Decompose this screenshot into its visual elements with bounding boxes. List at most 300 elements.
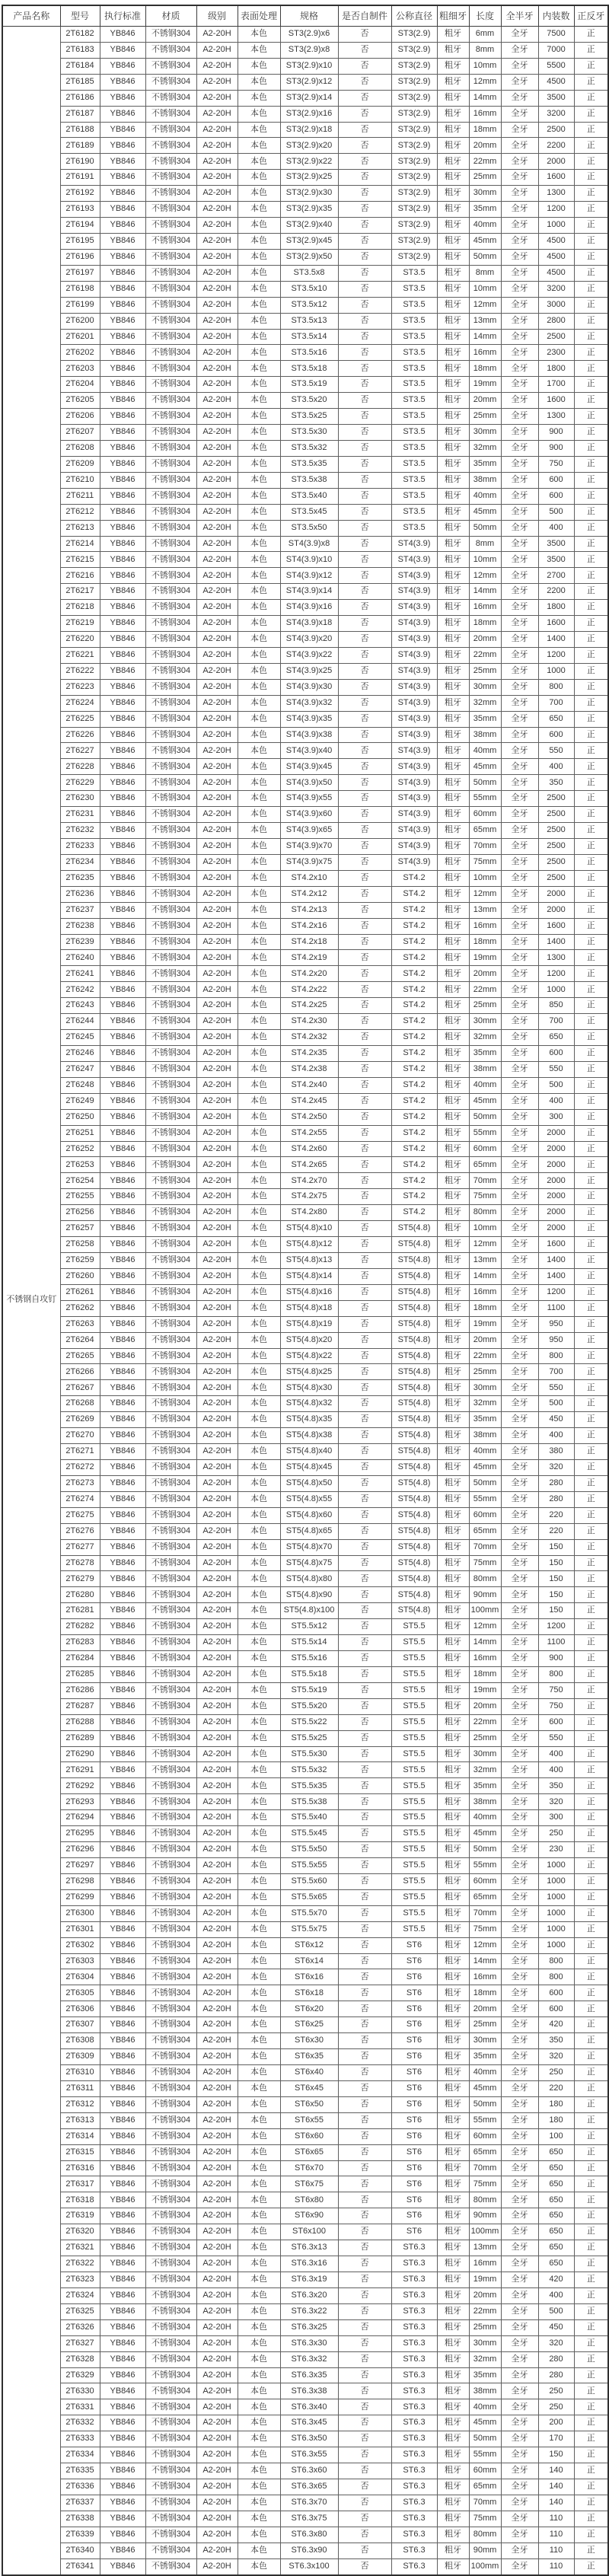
cell-length: 70mm <box>469 2495 501 2511</box>
cell-material: 不锈钢304 <box>145 2112 196 2128</box>
cell-thread-coverage: 全牙 <box>501 2415 538 2431</box>
cell-thread-coverage: 全牙 <box>501 1842 538 1858</box>
cell-model: 2T6190 <box>60 154 100 170</box>
cell-grade: A2-20H <box>196 1237 238 1253</box>
cell-thread-coverage: 全牙 <box>501 1778 538 1794</box>
cell-thread-type: 粗牙 <box>437 966 469 982</box>
cell-inner-pack-qty: 500 <box>538 504 574 520</box>
cell-grade: A2-20H <box>196 902 238 918</box>
cell-surface-finish: 本色 <box>238 2543 280 2558</box>
cell-self-made: 否 <box>338 265 391 281</box>
cell-material: 不锈钢304 <box>145 2176 196 2192</box>
table-row <box>2 1730 608 1746</box>
cell-thread-direction: 正 <box>574 950 608 966</box>
cell-thread-coverage: 全牙 <box>501 1651 538 1667</box>
cell-inner-pack-qty: 110 <box>538 2527 574 2543</box>
cell-nominal-diameter: ST5.5 <box>391 1666 437 1682</box>
cell-standard: YB846 <box>100 711 145 727</box>
cell-specification: ST5.5x20 <box>280 1698 338 1714</box>
cell-length: 10mm <box>469 1221 501 1237</box>
cell-material: 不锈钢304 <box>145 1698 196 1714</box>
cell-thread-coverage: 全牙 <box>501 2049 538 2065</box>
cell-surface-finish: 本色 <box>238 1746 280 1762</box>
cell-model: 2T6247 <box>60 1061 100 1077</box>
table-row <box>2 1030 608 1046</box>
cell-thread-type: 粗牙 <box>437 1412 469 1428</box>
cell-grade: A2-20H <box>196 1077 238 1093</box>
cell-length: 19mm <box>469 950 501 966</box>
cell-self-made: 否 <box>338 2049 391 2065</box>
table-row <box>2 1523 608 1539</box>
cell-nominal-diameter: ST6 <box>391 2065 437 2081</box>
cell-nominal-diameter: ST6.3 <box>391 2558 437 2574</box>
cell-grade: A2-20H <box>196 233 238 249</box>
cell-self-made: 否 <box>338 2176 391 2192</box>
table-row <box>2 1746 608 1762</box>
cell-standard: YB846 <box>100 1985 145 2001</box>
cell-nominal-diameter: ST4.2 <box>391 950 437 966</box>
cell-thread-direction: 正 <box>574 1189 608 1205</box>
cell-self-made: 否 <box>338 106 391 122</box>
cell-specification: ST5.5x70 <box>280 1905 338 1921</box>
cell-thread-direction: 正 <box>574 1921 608 1937</box>
cell-thread-coverage: 全牙 <box>501 1539 538 1555</box>
cell-surface-finish: 本色 <box>238 297 280 313</box>
cell-standard: YB846 <box>100 297 145 313</box>
cell-length: 16mm <box>469 2256 501 2272</box>
cell-material: 不锈钢304 <box>145 2511 196 2527</box>
cell-surface-finish: 本色 <box>238 233 280 249</box>
cell-grade: A2-20H <box>196 1332 238 1348</box>
table-row <box>2 1412 608 1428</box>
cell-specification: ST6x18 <box>280 1985 338 2001</box>
cell-specification: ST6.3x22 <box>280 2303 338 2319</box>
cell-surface-finish: 本色 <box>238 2208 280 2224</box>
cell-specification: ST5(4.8)x70 <box>280 1539 338 1555</box>
cell-material: 不锈钢304 <box>145 265 196 281</box>
cell-model: 2T6201 <box>60 329 100 345</box>
cell-thread-type: 粗牙 <box>437 1746 469 1762</box>
cell-thread-direction: 正 <box>574 218 608 234</box>
cell-surface-finish: 本色 <box>238 982 280 998</box>
cell-self-made: 否 <box>338 647 391 663</box>
cell-thread-type: 粗牙 <box>437 2096 469 2112</box>
cell-inner-pack-qty: 600 <box>538 727 574 743</box>
cell-inner-pack-qty: 650 <box>538 2224 574 2240</box>
table-row <box>2 2495 608 2511</box>
cell-length: 16mm <box>469 600 501 616</box>
cell-nominal-diameter: ST4(3.9) <box>391 679 437 695</box>
cell-surface-finish: 本色 <box>238 2001 280 2017</box>
table-row <box>2 1380 608 1396</box>
cell-model: 2T6316 <box>60 2160 100 2176</box>
cell-surface-finish: 本色 <box>238 2479 280 2495</box>
cell-material: 不锈钢304 <box>145 122 196 138</box>
cell-self-made: 否 <box>338 329 391 345</box>
cell-specification: ST6.3x13 <box>280 2240 338 2256</box>
cell-thread-type: 粗牙 <box>437 2479 469 2495</box>
cell-nominal-diameter: ST5(4.8) <box>391 1571 437 1587</box>
cell-thread-direction: 正 <box>574 1826 608 1842</box>
cell-model: 2T6331 <box>60 2399 100 2415</box>
cell-model: 2T6306 <box>60 2001 100 2017</box>
cell-thread-type: 粗牙 <box>437 1826 469 1842</box>
cell-self-made: 否 <box>338 1778 391 1794</box>
cell-specification: ST6.3x30 <box>280 2335 338 2351</box>
cell-surface-finish: 本色 <box>238 329 280 345</box>
cell-model: 2T6196 <box>60 249 100 265</box>
cell-self-made: 否 <box>338 966 391 982</box>
cell-specification: ST3.5x40 <box>280 488 338 504</box>
cell-surface-finish: 本色 <box>238 2112 280 2128</box>
cell-thread-coverage: 全牙 <box>501 2463 538 2479</box>
cell-thread-direction: 正 <box>574 1507 608 1523</box>
cell-specification: ST6.3x38 <box>280 2383 338 2399</box>
table-body <box>2 27 608 2575</box>
cell-surface-finish: 本色 <box>238 1077 280 1093</box>
cell-length: 16mm <box>469 1284 501 1300</box>
cell-material: 不锈钢304 <box>145 1125 196 1141</box>
cell-model: 2T6287 <box>60 1698 100 1714</box>
cell-length: 65mm <box>469 1523 501 1539</box>
cell-nominal-diameter: ST6 <box>391 2017 437 2033</box>
cell-model: 2T6191 <box>60 170 100 186</box>
cell-thread-direction: 正 <box>574 1046 608 1062</box>
cell-inner-pack-qty: 550 <box>538 1380 574 1396</box>
cell-length: 40mm <box>469 218 501 234</box>
cell-inner-pack-qty: 220 <box>538 1523 574 1539</box>
cell-inner-pack-qty: 3500 <box>538 536 574 552</box>
table-row <box>2 1842 608 1858</box>
cell-length: 55mm <box>469 2447 501 2463</box>
cell-specification: ST4.2x13 <box>280 902 338 918</box>
cell-length: 18mm <box>469 616 501 632</box>
cell-inner-pack-qty: 150 <box>538 1603 574 1619</box>
cell-nominal-diameter: ST4(3.9) <box>391 632 437 648</box>
cell-thread-coverage: 全牙 <box>501 297 538 313</box>
cell-self-made: 否 <box>338 1571 391 1587</box>
cell-thread-direction: 正 <box>574 1141 608 1157</box>
cell-length: 35mm <box>469 711 501 727</box>
cell-length: 35mm <box>469 2367 501 2383</box>
cell-specification: ST4.2x32 <box>280 1030 338 1046</box>
table-row <box>2 2303 608 2319</box>
table-row <box>2 218 608 234</box>
cell-length: 25mm <box>469 1364 501 1380</box>
cell-standard: YB846 <box>100 2511 145 2527</box>
cell-model: 2T6225 <box>60 711 100 727</box>
cell-material: 不锈钢304 <box>145 839 196 855</box>
cell-length: 60mm <box>469 2128 501 2144</box>
cell-specification: ST6x100 <box>280 2224 338 2240</box>
cell-thread-direction: 正 <box>574 488 608 504</box>
cell-inner-pack-qty: 1300 <box>538 950 574 966</box>
cell-inner-pack-qty: 700 <box>538 1014 574 1030</box>
cell-surface-finish: 本色 <box>238 600 280 616</box>
cell-thread-type: 粗牙 <box>437 2128 469 2144</box>
cell-thread-direction: 正 <box>574 647 608 663</box>
cell-nominal-diameter: ST3(2.9) <box>391 170 437 186</box>
cell-nominal-diameter: ST4(3.9) <box>391 568 437 584</box>
cell-length: 16mm <box>469 106 501 122</box>
cell-thread-type: 粗牙 <box>437 870 469 886</box>
cell-grade: A2-20H <box>196 440 238 456</box>
cell-thread-direction: 正 <box>574 1284 608 1300</box>
cell-inner-pack-qty: 230 <box>538 1842 574 1858</box>
table-row <box>2 552 608 568</box>
cell-standard: YB846 <box>100 1666 145 1682</box>
cell-material: 不锈钢304 <box>145 154 196 170</box>
cell-standard: YB846 <box>100 1173 145 1189</box>
cell-model: 2T6220 <box>60 632 100 648</box>
cell-thread-type: 粗牙 <box>437 663 469 679</box>
cell-specification: ST4(3.9)x18 <box>280 616 338 632</box>
cell-self-made: 否 <box>338 1826 391 1842</box>
cell-inner-pack-qty: 110 <box>538 2558 574 2574</box>
cell-inner-pack-qty: 250 <box>538 1826 574 1842</box>
cell-standard: YB846 <box>100 2527 145 2543</box>
header-grade: 级别 <box>196 5 238 27</box>
cell-standard: YB846 <box>100 1348 145 1364</box>
cell-inner-pack-qty: 1600 <box>538 170 574 186</box>
cell-length: 25mm <box>469 2319 501 2335</box>
cell-specification: ST5(4.8)x90 <box>280 1587 338 1603</box>
cell-nominal-diameter: ST5(4.8) <box>391 1412 437 1428</box>
cell-thread-type: 粗牙 <box>437 918 469 934</box>
table-row <box>2 647 608 663</box>
cell-thread-direction: 正 <box>574 2272 608 2287</box>
cell-self-made: 否 <box>338 409 391 425</box>
cell-material: 不锈钢304 <box>145 1237 196 1253</box>
cell-thread-direction: 正 <box>574 1905 608 1921</box>
cell-length: 70mm <box>469 1905 501 1921</box>
table-row <box>2 1603 608 1619</box>
cell-grade: A2-20H <box>196 1444 238 1460</box>
cell-specification: ST4.2x22 <box>280 982 338 998</box>
cell-nominal-diameter: ST3.5 <box>391 393 437 409</box>
cell-thread-type: 粗牙 <box>437 1444 469 1460</box>
cell-inner-pack-qty: 7000 <box>538 42 574 58</box>
cell-self-made: 否 <box>338 1746 391 1762</box>
cell-inner-pack-qty: 300 <box>538 1109 574 1125</box>
cell-model: 2T6293 <box>60 1794 100 1810</box>
cell-nominal-diameter: ST3.5 <box>391 297 437 313</box>
cell-model: 2T6198 <box>60 281 100 297</box>
table-row <box>2 504 608 520</box>
cell-surface-finish: 本色 <box>238 1061 280 1077</box>
cell-inner-pack-qty: 650 <box>538 711 574 727</box>
cell-thread-type: 粗牙 <box>437 791 469 807</box>
cell-nominal-diameter: ST3(2.9) <box>391 58 437 74</box>
cell-nominal-diameter: ST4.2 <box>391 918 437 934</box>
cell-inner-pack-qty: 600 <box>538 1985 574 2001</box>
table-row <box>2 1077 608 1093</box>
cell-self-made: 否 <box>338 536 391 552</box>
cell-grade: A2-20H <box>196 27 238 43</box>
cell-thread-type: 粗牙 <box>437 2017 469 2033</box>
cell-standard: YB846 <box>100 1714 145 1730</box>
cell-surface-finish: 本色 <box>238 1714 280 1730</box>
cell-nominal-diameter: ST5(4.8) <box>391 1221 437 1237</box>
cell-length: 13mm <box>469 1252 501 1268</box>
cell-material: 不锈钢304 <box>145 2128 196 2144</box>
cell-material: 不锈钢304 <box>145 27 196 43</box>
cell-thread-coverage: 全牙 <box>501 2495 538 2511</box>
cell-standard: YB846 <box>100 90 145 106</box>
cell-specification: ST4(3.9)x35 <box>280 711 338 727</box>
cell-inner-pack-qty: 280 <box>538 2351 574 2367</box>
cell-thread-coverage: 全牙 <box>501 2351 538 2367</box>
cell-grade: A2-20H <box>196 2415 238 2431</box>
cell-inner-pack-qty: 2000 <box>538 1205 574 1221</box>
cell-length: 20mm <box>469 1698 501 1714</box>
cell-surface-finish: 本色 <box>238 1587 280 1603</box>
cell-grade: A2-20H <box>196 154 238 170</box>
cell-thread-coverage: 全牙 <box>501 2144 538 2160</box>
cell-thread-coverage: 全牙 <box>501 600 538 616</box>
cell-standard: YB846 <box>100 1619 145 1635</box>
cell-length: 19mm <box>469 2272 501 2287</box>
cell-length: 70mm <box>469 2160 501 2176</box>
cell-thread-coverage: 全牙 <box>501 425 538 441</box>
cell-thread-type: 粗牙 <box>437 2160 469 2176</box>
cell-thread-direction: 正 <box>574 759 608 775</box>
table-row <box>2 2335 608 2351</box>
cell-self-made: 否 <box>338 2144 391 2160</box>
table-row <box>2 1969 608 1985</box>
cell-thread-direction: 正 <box>574 1842 608 1858</box>
cell-material: 不锈钢304 <box>145 2049 196 2065</box>
table-row <box>2 823 608 839</box>
cell-length: 50mm <box>469 1109 501 1125</box>
table-row <box>2 1953 608 1969</box>
cell-material: 不锈钢304 <box>145 42 196 58</box>
cell-thread-direction: 正 <box>574 1873 608 1889</box>
cell-material: 不锈钢304 <box>145 584 196 600</box>
cell-self-made: 否 <box>338 1507 391 1523</box>
cell-nominal-diameter: ST6.3 <box>391 2335 437 2351</box>
cell-surface-finish: 本色 <box>238 1205 280 1221</box>
cell-surface-finish: 本色 <box>238 1571 280 1587</box>
cell-model: 2T6241 <box>60 966 100 982</box>
cell-self-made: 否 <box>338 854 391 870</box>
cell-nominal-diameter: ST3(2.9) <box>391 154 437 170</box>
cell-thread-type: 粗牙 <box>437 552 469 568</box>
cell-self-made: 否 <box>338 2367 391 2383</box>
cell-length: 13mm <box>469 2240 501 2256</box>
cell-thread-type: 粗牙 <box>437 2367 469 2383</box>
cell-length: 75mm <box>469 2511 501 2527</box>
cell-standard: YB846 <box>100 1157 145 1173</box>
cell-inner-pack-qty: 2000 <box>538 1221 574 1237</box>
cell-thread-coverage: 全牙 <box>501 1412 538 1428</box>
cell-thread-coverage: 全牙 <box>501 711 538 727</box>
cell-self-made: 否 <box>338 1953 391 1969</box>
cell-model: 2T6305 <box>60 1985 100 2001</box>
cell-self-made: 否 <box>338 1842 391 1858</box>
cell-thread-type: 粗牙 <box>437 2383 469 2399</box>
cell-standard: YB846 <box>100 1332 145 1348</box>
cell-length: 60mm <box>469 2463 501 2479</box>
cell-thread-direction: 正 <box>574 409 608 425</box>
cell-material: 不锈钢304 <box>145 616 196 632</box>
cell-thread-type: 粗牙 <box>437 998 469 1014</box>
cell-thread-direction: 正 <box>574 425 608 441</box>
cell-self-made: 否 <box>338 2447 391 2463</box>
cell-specification: ST6.3x55 <box>280 2447 338 2463</box>
cell-specification: ST5(4.8)x75 <box>280 1555 338 1571</box>
cell-material: 不锈钢304 <box>145 2367 196 2383</box>
cell-material: 不锈钢304 <box>145 1746 196 1762</box>
cell-self-made: 否 <box>338 138 391 154</box>
cell-specification: ST6x40 <box>280 2065 338 2081</box>
cell-standard: YB846 <box>100 807 145 823</box>
cell-thread-coverage: 全牙 <box>501 440 538 456</box>
cell-inner-pack-qty: 900 <box>538 440 574 456</box>
cell-inner-pack-qty: 2000 <box>538 1125 574 1141</box>
cell-thread-type: 粗牙 <box>437 2176 469 2192</box>
cell-nominal-diameter: ST3.5 <box>391 504 437 520</box>
cell-standard: YB846 <box>100 536 145 552</box>
cell-specification: ST3(2.9)x40 <box>280 218 338 234</box>
cell-length: 32mm <box>469 2351 501 2367</box>
cell-grade: A2-20H <box>196 1300 238 1316</box>
cell-self-made: 否 <box>338 1794 391 1810</box>
cell-thread-type: 粗牙 <box>437 1937 469 1953</box>
cell-self-made: 否 <box>338 2065 391 2081</box>
cell-material: 不锈钢304 <box>145 1858 196 1874</box>
cell-model: 2T6185 <box>60 74 100 90</box>
cell-model: 2T6255 <box>60 1189 100 1205</box>
cell-specification: ST3(2.9)x50 <box>280 249 338 265</box>
cell-thread-type: 粗牙 <box>437 1794 469 1810</box>
cell-thread-direction: 正 <box>574 2527 608 2543</box>
cell-specification: ST5(4.8)x100 <box>280 1603 338 1619</box>
cell-model: 2T6297 <box>60 1858 100 1874</box>
cell-surface-finish: 本色 <box>238 1507 280 1523</box>
cell-thread-direction: 正 <box>574 2383 608 2399</box>
cell-self-made: 否 <box>338 568 391 584</box>
cell-surface-finish: 本色 <box>238 1619 280 1635</box>
cell-inner-pack-qty: 1600 <box>538 616 574 632</box>
cell-self-made: 否 <box>338 1061 391 1077</box>
cell-thread-direction: 正 <box>574 1300 608 1316</box>
cell-standard: YB846 <box>100 2144 145 2160</box>
cell-surface-finish: 本色 <box>238 1109 280 1125</box>
cell-thread-coverage: 全牙 <box>501 90 538 106</box>
cell-thread-direction: 正 <box>574 2256 608 2272</box>
cell-material: 不锈钢304 <box>145 2080 196 2096</box>
cell-thread-type: 粗牙 <box>437 1587 469 1603</box>
cell-inner-pack-qty: 650 <box>538 2240 574 2256</box>
cell-thread-direction: 正 <box>574 1555 608 1571</box>
table-row <box>2 1619 608 1635</box>
cell-inner-pack-qty: 550 <box>538 743 574 759</box>
cell-thread-type: 粗牙 <box>437 265 469 281</box>
cell-grade: A2-20H <box>196 1459 238 1475</box>
cell-thread-type: 粗牙 <box>437 1921 469 1937</box>
cell-length: 19mm <box>469 1316 501 1332</box>
cell-surface-finish: 本色 <box>238 265 280 281</box>
cell-thread-direction: 正 <box>574 2080 608 2096</box>
cell-thread-type: 粗牙 <box>437 2303 469 2319</box>
cell-nominal-diameter: ST6.3 <box>391 2511 437 2527</box>
cell-model: 2T6226 <box>60 727 100 743</box>
cell-material: 不锈钢304 <box>145 1252 196 1268</box>
cell-model: 2T6312 <box>60 2096 100 2112</box>
cell-specification: ST5(4.8)x55 <box>280 1491 338 1507</box>
cell-thread-direction: 正 <box>574 1571 608 1587</box>
